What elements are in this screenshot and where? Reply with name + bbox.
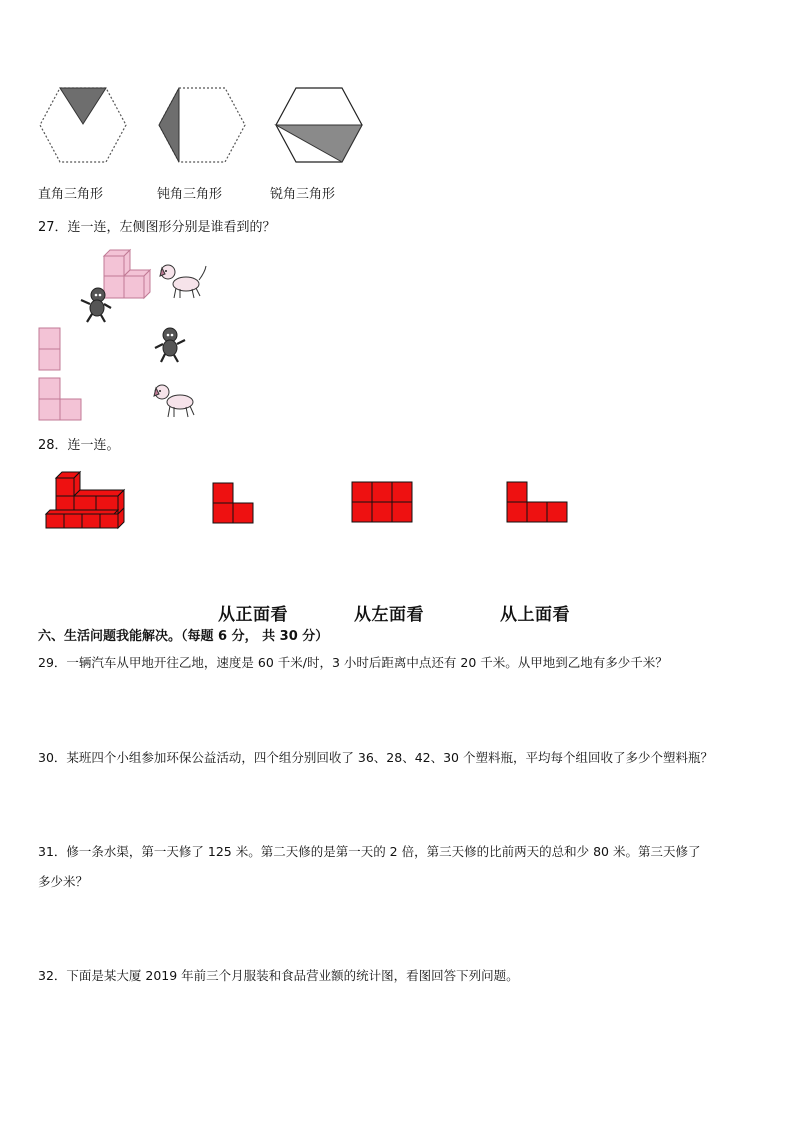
question-31-line2: 多少米？: [38, 874, 89, 889]
dog-icon-right: [152, 382, 202, 420]
question-27: 27．连一连，左侧图形分别是谁看到的？: [38, 220, 276, 235]
monkey-icon: [78, 286, 114, 324]
section-6-title: 六、生活问题我能解决。（每题 6 分， 共 30 分）: [38, 629, 329, 644]
hex-label-right: 直角三角形: [38, 187, 104, 202]
hexagon-right-triangle: [38, 86, 128, 164]
monkey-icon-right: [152, 326, 188, 364]
question-31-line1: 31．修一条水渠，第一天修了 125 米。第二天修的是第一天的 2 倍，第三天修的比前两天的总和少 80 米。第三天修了: [38, 844, 701, 859]
red-cube-stack: [44, 470, 128, 532]
question-32: 32．下面是某大厦 2019 年前三个月服装和食品营业额的统计图，看图回答下列问题。: [38, 968, 519, 983]
view-label-left: 从左面看: [354, 605, 424, 625]
hex-label-acute: 锐角三角形: [270, 187, 336, 202]
red-view-grid: [351, 481, 413, 523]
red-view-l-long: [506, 481, 570, 523]
hex-label-obtuse: 钝角三角形: [157, 187, 223, 202]
view-shape-l: [38, 377, 84, 423]
view-label-top: 从上面看: [500, 605, 570, 625]
hexagon-obtuse-triangle: [157, 86, 247, 164]
red-view-l-small: [212, 482, 256, 524]
question-30: 30．某班四个小组参加环保公益活动，四个组分别回收了 36、28、42、30 个塑料瓶，平均每个组回收了多少个塑料瓶？: [38, 750, 713, 765]
view-shape-vertical: [38, 327, 62, 373]
hexagon-acute-triangle: [274, 86, 364, 164]
view-label-front: 从正面看: [218, 605, 288, 625]
dog-icon: [158, 262, 208, 300]
question-28: 28．连一连。: [38, 438, 120, 453]
question-29: 29．一辆汽车从甲地开往乙地，速度是 60 千米/时，3 小时后距离中点还有 20 千米。从甲地到乙地有多少千米？: [38, 655, 668, 670]
